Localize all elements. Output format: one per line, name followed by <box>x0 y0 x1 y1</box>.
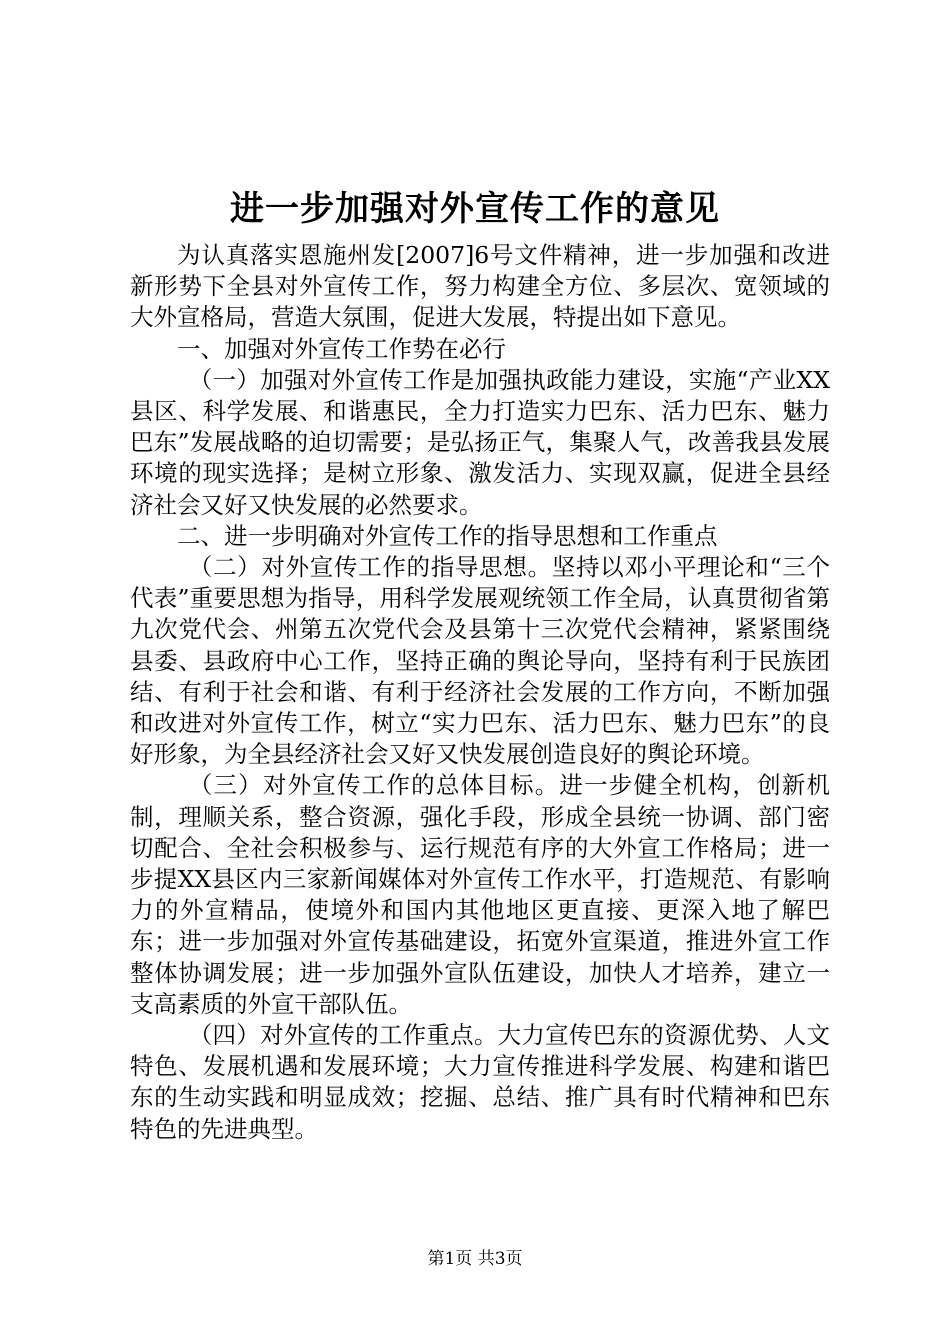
document-body <box>130 240 830 1145</box>
paragraph-item-3: （三）对外宣传工作的总体目标。进一步健全机构，创新机制，理顺关系，整合资源，强化手段，形成全县统一协调、部门密切配合、全社会积极参与、运行规范有序的大外宣工作格局；进一步提XX县区内三家新闻媒体对外宣传工作水平，打造规范、有影响力的外宣精品，使境外和国内其他地区更直接、更深入地了解巴东；进一步加强对外宣传基础建设，拓宽外宣渠道，推进外宣工作整体协调发展；进一步加强外宣队伍建设，加快人才培养，建立一支高素质的外宣干部队伍。 <box>130 771 830 1018</box>
section-heading-2: 二、进一步明确对外宣传工作的指导思想和工作重点 <box>177 521 718 550</box>
paragraph-intro: 为认真落实恩施州发[2007]6号文件精神，进一步加强和改进新形势下全县对外宣传工作，努力构建全方位、多层次、宽领域的大外宣格局，营造大氛围，促进大发展，特提出如下意见。 <box>130 241 830 332</box>
paragraph-item-4: （四）对外宣传的工作重点。大力宣传巴东的资源优势、人文特色、发展机遇和发展环境；大力宣传推进科学发展、构建和谐巴东的生动实践和明显成效；挖掘、总结、推广具有时代精神和巴东特色的先进典型。 <box>130 1021 830 1143</box>
section-heading-1: 一、加强对外宣传工作势在必行 <box>177 334 506 363</box>
document-title: 进一步加强对外宣传工作的意见 <box>230 189 720 229</box>
page-number-footer: 第1页 共3页 <box>427 1249 523 1269</box>
paragraph-item-2: （二）对外宣传工作的指导思想。坚持以邓小平理论和“三个代表”重要思想为指导，用科学发展观统领工作全局，认真贯彻省第九次党代会、州第五次党代会及县第十三次党代会精神，紧紧围绕县委、县政府中心工作，坚持正确的舆论导向，坚持有利于民族团结、有利于社会和谐、有利于经济社会发展的工作方向，不断加强和改进对外宣传工作，树立“实力巴东、活力巴东、魅力巴东”的良好形象，为全县经济社会又好又快发展创造良好的舆论环境。 <box>130 553 830 769</box>
paragraph-item-1: （一）加强对外宣传工作是加强执政能力建设，实施“产业XX县区、科学发展、和谐惠民，全力打造实力巴东、活力巴东、魅力巴东”发展战略的迫切需要；是弘扬正气，集聚人气，改善我县发展环境的现实选择；是树立形象、激发活力、实现双赢，促进全县经济社会又好又快发展的必然要求。 <box>130 365 830 519</box>
